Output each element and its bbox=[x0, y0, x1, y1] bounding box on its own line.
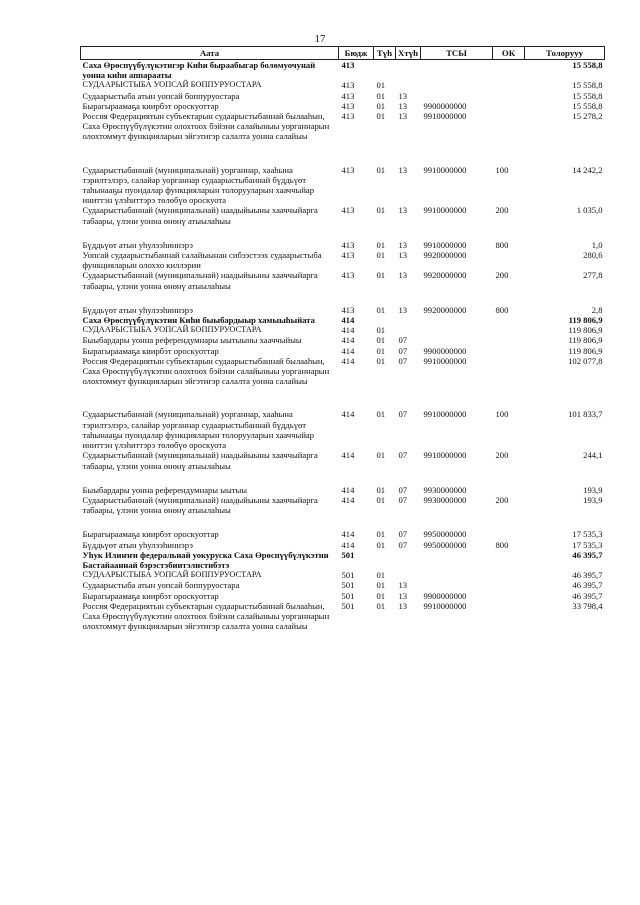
cell-budget-code: 414 bbox=[341, 325, 355, 336]
cell-amount: 119 806,9 bbox=[568, 345, 603, 356]
cell-budget-code: 501 bbox=[341, 600, 355, 611]
cell-budget-code: 413 bbox=[341, 239, 355, 250]
cell-budget-code: 501 bbox=[341, 580, 355, 591]
cell-expense-code bbox=[493, 485, 525, 495]
cell-amount: 119 806,9 bbox=[568, 335, 603, 346]
cell-name: Бүддьүөт атын уһулээһиннэрэ bbox=[82, 539, 193, 550]
cell-budget-code: 414 bbox=[341, 315, 355, 326]
table-row bbox=[81, 409, 605, 450]
cell-amount: 101 833,7 bbox=[568, 409, 603, 420]
cell-subsection-code bbox=[396, 315, 421, 325]
cell-subsection-code: 07 bbox=[398, 355, 408, 366]
cell-amount: 1,0 bbox=[591, 239, 603, 250]
cell-name: Бырагыраамаҕа киирбэт ороскуоттар bbox=[82, 590, 219, 601]
header-budget: Бюдж bbox=[339, 47, 374, 60]
cell-expense-code: 800 bbox=[495, 304, 509, 315]
row-spacer bbox=[81, 226, 605, 240]
budget-table bbox=[80, 46, 605, 631]
cell-amount: 193,9 bbox=[583, 494, 603, 505]
cell-budget-code: 413 bbox=[341, 205, 355, 216]
cell-target-code: 9910000000 bbox=[423, 600, 467, 611]
cell-subsection-code: 07 bbox=[398, 335, 408, 346]
cell-name: Судаарыстыба атын уопсай боппуруостара bbox=[82, 580, 240, 591]
table-row bbox=[81, 495, 605, 515]
cell-subsection-code: 13 bbox=[398, 590, 408, 601]
cell-name: Бүддьүөт атын уһулээһиннэрэ bbox=[82, 239, 193, 250]
cell-name: Быыбардары уонна референдумнары ыытыы bbox=[82, 484, 248, 495]
cell-section-code: 01 bbox=[376, 355, 386, 366]
cell-section-code: 01 bbox=[376, 111, 386, 122]
cell-target-code: 9910000000 bbox=[423, 205, 467, 216]
cell-amount: 15 278,2 bbox=[572, 111, 603, 122]
cell-target-code bbox=[421, 91, 493, 101]
cell-expense-code bbox=[493, 250, 525, 270]
cell-target-code bbox=[421, 580, 493, 590]
cell-name: Судаарыстыбаннай (муниципальнай) наадыйыыны хааччыйарга табаары, үлэни уонна өнөнү атыылаһыы bbox=[82, 450, 318, 471]
cell-section-code: 01 bbox=[376, 345, 386, 356]
header-target: ТСЫ bbox=[421, 47, 493, 60]
cell-section-code: 01 bbox=[376, 600, 386, 611]
cell-section-code: 01 bbox=[376, 450, 386, 461]
cell-expense-code bbox=[493, 591, 525, 601]
cell-section-code bbox=[374, 550, 396, 570]
cell-section-code: 01 bbox=[376, 529, 386, 540]
cell-section-code: 01 bbox=[376, 239, 386, 250]
cell-target-code bbox=[421, 550, 493, 570]
cell-amount: 15 558,8 bbox=[572, 80, 603, 91]
cell-target-code: 9910000000 bbox=[423, 450, 467, 461]
cell-section-code: 01 bbox=[376, 580, 386, 591]
cell-section-code: 01 bbox=[376, 590, 386, 601]
cell-expense-code: 800 bbox=[495, 539, 509, 550]
cell-name: Саха Өрөспүүбүлүкэтин Киһи быыбардыыр хамыыһыйата bbox=[82, 315, 315, 326]
cell-name: Судаарыстыбаннай (муниципальнай) наадыйыыны хааччыйарга табаары, үлэни уонна өнөнү атыылаһыы bbox=[82, 205, 318, 226]
cell-subsection-code: 13 bbox=[398, 270, 408, 281]
table-row bbox=[81, 165, 605, 206]
cell-expense-code bbox=[493, 335, 525, 345]
cell-amount: 46 395,7 bbox=[572, 590, 603, 601]
cell-budget-code: 413 bbox=[341, 111, 355, 122]
cell-subsection-code bbox=[396, 325, 421, 335]
table-row bbox=[81, 335, 605, 345]
table-row bbox=[81, 450, 605, 470]
table-body bbox=[81, 60, 605, 632]
cell-amount: 119 806,9 bbox=[568, 315, 603, 326]
table-row bbox=[81, 591, 605, 601]
cell-subsection-code: 13 bbox=[398, 205, 408, 216]
cell-budget-code: 501 bbox=[341, 570, 355, 581]
cell-name: Саха Өрөспүүбүлүкэтигэр Киһи быраабыгар болөмуочунай уонна киһи аппарааты bbox=[82, 60, 316, 81]
cell-amount: 15 558,8 bbox=[572, 90, 603, 101]
cell-section-code: 01 bbox=[376, 80, 386, 91]
table-row bbox=[81, 346, 605, 356]
cell-subsection-code bbox=[396, 550, 421, 570]
cell-amount: 17 535,3 bbox=[572, 539, 603, 550]
cell-target-code: 9910000000 bbox=[423, 239, 467, 250]
table-row bbox=[81, 485, 605, 495]
cell-subsection-code: 13 bbox=[398, 90, 408, 101]
cell-expense-code: 200 bbox=[495, 205, 509, 216]
cell-subsection-code: 07 bbox=[398, 450, 408, 461]
cell-subsection-code bbox=[396, 80, 421, 90]
cell-target-code: 9900000000 bbox=[423, 100, 467, 111]
cell-section-code: 01 bbox=[376, 539, 386, 550]
cell-expense-code bbox=[493, 60, 525, 81]
cell-name: Россия Федерациятын субъектарын судаарыстыбаннай былаaһын, Саха Өрөспүүбүлүкэтин олохтоох бэйэни салайыныы уорганнарын олохтоммут функцияларын эйгэтигэр салалта уонна салайыы bbox=[82, 600, 330, 632]
cell-subsection-code: 07 bbox=[398, 539, 408, 550]
cell-subsection-code: 13 bbox=[398, 111, 408, 122]
table-row bbox=[81, 529, 605, 539]
cell-budget-code: 414 bbox=[341, 450, 355, 461]
cell-section-code: 01 bbox=[376, 270, 386, 281]
table-row bbox=[81, 101, 605, 111]
cell-target-code bbox=[421, 325, 493, 335]
table-row bbox=[81, 205, 605, 225]
cell-subsection-code: 07 bbox=[398, 529, 408, 540]
cell-section-code bbox=[374, 60, 396, 81]
cell-target-code: 9900000000 bbox=[423, 345, 467, 356]
cell-name: СУДААРЫСТЫБА УОПСАЙ БОППУРУОСТАРА bbox=[82, 325, 262, 335]
cell-budget-code: 414 bbox=[341, 529, 355, 540]
row-spacer bbox=[81, 142, 605, 165]
cell-expense-code bbox=[493, 315, 525, 325]
cell-expense-code: 200 bbox=[495, 270, 509, 281]
cell-name: Судаарыстыба атын уопсай боппуруостара bbox=[82, 90, 240, 101]
cell-name: Судаарыстыбаннай (муниципальнай) уорганнар, хааһына тэрилтэлэрэ, салайар уорганнар судаарыстыбаннай бүддьүөт таһынааҕы пуондалар функцияларын толорууларын хааччыйар иниттэн үлэһиттэрэ төлөбүө ороскуота bbox=[82, 409, 315, 451]
cell-budget-code: 501 bbox=[341, 549, 355, 560]
cell-amount: 2,8 bbox=[591, 304, 603, 315]
table-row bbox=[81, 91, 605, 101]
table-row bbox=[81, 111, 605, 142]
cell-budget-code: 414 bbox=[341, 355, 355, 366]
cell-target-code: 9910000000 bbox=[423, 164, 467, 175]
cell-target-code: 9950000000 bbox=[423, 539, 467, 550]
cell-expense-code: 200 bbox=[495, 494, 509, 505]
cell-section-code: 01 bbox=[376, 325, 386, 336]
cell-target-code bbox=[421, 80, 493, 90]
cell-target-code bbox=[421, 335, 493, 345]
cell-name: Бырагыраамаҕа киирбэт ороскуоттар bbox=[82, 100, 219, 111]
cell-subsection-code: 13 bbox=[398, 304, 408, 315]
cell-name: Судаарыстыбаннай (муниципальнай) наадыйыыны хааччыйарга табаары, үлэни уонна өнөнү атыылаһыы bbox=[82, 494, 318, 516]
cell-budget-code: 413 bbox=[341, 164, 355, 175]
table-row bbox=[81, 570, 605, 580]
table-row bbox=[81, 356, 605, 387]
cell-target-code: 9920000000 bbox=[423, 270, 467, 281]
cell-subsection-code: 07 bbox=[398, 494, 408, 505]
cell-subsection-code: 13 bbox=[398, 239, 408, 250]
header-amount: Толорууу bbox=[525, 47, 605, 60]
cell-expense-code bbox=[493, 356, 525, 387]
cell-amount: 277,8 bbox=[583, 270, 603, 281]
cell-amount: 15 558,8 bbox=[572, 100, 603, 111]
header-name: Аата bbox=[81, 47, 339, 60]
cell-expense-code bbox=[493, 550, 525, 570]
table-row bbox=[81, 250, 605, 270]
page-number: 17 bbox=[314, 33, 326, 45]
cell-name: СУДААРЫСТЫБА УОПСАЙ БОППУРУОСТАРА bbox=[82, 80, 262, 90]
row-spacer bbox=[81, 386, 605, 409]
cell-amount: 1 035,0 bbox=[576, 205, 603, 216]
cell-amount: 193,9 bbox=[583, 484, 603, 495]
cell-amount: 15 558,8 bbox=[572, 60, 603, 70]
cell-expense-code bbox=[493, 529, 525, 539]
cell-name: Бырагыраамаҕа киирбэт ороскуоттар bbox=[82, 529, 219, 540]
cell-budget-code: 413 bbox=[341, 80, 355, 91]
cell-expense-code bbox=[493, 570, 525, 580]
cell-budget-code: 414 bbox=[341, 335, 355, 346]
cell-target-code: 9910000000 bbox=[423, 355, 467, 366]
cell-section-code bbox=[374, 315, 396, 325]
cell-target-code: 9920000000 bbox=[423, 304, 467, 315]
cell-name: Бүддьүөт атын уһулээһиннэрэ bbox=[82, 304, 193, 315]
cell-expense-code bbox=[493, 580, 525, 590]
table-row bbox=[81, 540, 605, 550]
cell-amount: 46 395,7 bbox=[572, 570, 603, 581]
table-row bbox=[81, 601, 605, 632]
cell-name: Судаарыстыбаннай (муниципальнай) наадыйыыны хааччыйарга табаары, үлэни уонна өнөнү атыылаһыы bbox=[82, 270, 318, 291]
cell-name: Россия Федерациятын субъектарын судаарыстыбаннай былаaһын, Саха Өрөспүүбүлүкэтин олохтоох бэйэни салайыныы уорганнарын олохтоммут функцияларын эйгэтигэр салалта уонна салайыы bbox=[82, 355, 330, 387]
table-row bbox=[81, 580, 605, 590]
cell-target-code bbox=[421, 60, 493, 81]
cell-budget-code: 414 bbox=[341, 484, 355, 495]
cell-section-code: 01 bbox=[376, 494, 386, 505]
cell-name: Быыбардары уонна референдумнары ыытыыны хааччыйыы bbox=[82, 335, 302, 346]
table-row bbox=[81, 270, 605, 290]
table-row bbox=[81, 315, 605, 325]
table-row bbox=[81, 80, 605, 90]
cell-amount: 280,6 bbox=[583, 250, 603, 261]
cell-budget-code: 413 bbox=[341, 304, 355, 315]
cell-section-code: 01 bbox=[376, 205, 386, 216]
cell-subsection-code: 07 bbox=[398, 484, 408, 495]
cell-expense-code bbox=[493, 91, 525, 101]
table-row bbox=[81, 305, 605, 315]
cell-name: Судаарыстыбаннай (муниципальнай) уорганнар, хааһына тэрилтэлэрэ, салайар уорганнар судаарыстыбаннай бүддьүөт таһынааҕы пуондалар функцияларын толорууларын хааччыйар иниттэн үлэһиттэрэ төлөбүө ороскуота bbox=[82, 164, 315, 206]
cell-name: Россия Федерациятын субъектарын судаарыстыбаннай былаaһын, Саха Өрөспүүбүлүкэтин олохтоох бэйэни салайыныы уорганнарын олохтоммут функцияларын эйгэтигэр салалта уонна салайыы bbox=[82, 111, 330, 142]
cell-target-code: 9950000000 bbox=[423, 529, 467, 540]
cell-expense-code: 800 bbox=[495, 239, 509, 250]
cell-amount: 14 242,2 bbox=[572, 164, 603, 175]
cell-subsection-code: 13 bbox=[398, 600, 408, 611]
cell-section-code: 01 bbox=[376, 90, 386, 101]
cell-section-code: 01 bbox=[376, 484, 386, 495]
cell-name: Бырагыраамаҕа киирбэт ороскуоттар bbox=[82, 345, 219, 356]
cell-subsection-code bbox=[396, 60, 421, 81]
cell-budget-code: 414 bbox=[341, 345, 355, 356]
cell-amount: 119 806,9 bbox=[568, 325, 603, 336]
cell-budget-code: 413 bbox=[341, 60, 355, 70]
cell-target-code: 9910000000 bbox=[423, 111, 467, 122]
cell-name: Уһук Илиҥҥи федеральнай уокуруска Саха Өрөспүүбүлүкэтин Бастайааннай бэрэстэбиитэлистибэтэ bbox=[82, 549, 329, 570]
row-spacer bbox=[81, 515, 605, 529]
cell-amount: 46 395,7 bbox=[572, 549, 603, 560]
cell-subsection-code: 13 bbox=[398, 580, 408, 591]
cell-name: Уопсай судаарыстыбаннай салайыынан сибээстээх судаарыстыба функцияларын олоххо киллэрии bbox=[82, 250, 322, 271]
cell-subsection-code: 13 bbox=[398, 164, 408, 175]
cell-section-code: 01 bbox=[376, 164, 386, 175]
cell-expense-code bbox=[493, 601, 525, 632]
cell-target-code: 9930000000 bbox=[423, 484, 467, 495]
table-row bbox=[81, 240, 605, 250]
cell-amount: 33 798,4 bbox=[572, 600, 603, 611]
cell-name: СУДААРЫСТЫБА УОПСАЙ БОППУРУОСТАРА bbox=[82, 570, 262, 580]
cell-budget-code: 414 bbox=[341, 539, 355, 550]
cell-expense-code bbox=[493, 80, 525, 90]
cell-budget-code: 413 bbox=[341, 250, 355, 261]
cell-subsection-code: 07 bbox=[398, 345, 408, 356]
row-spacer bbox=[81, 471, 605, 485]
cell-budget-code: 501 bbox=[341, 590, 355, 601]
header-subsection: Хтүһ bbox=[396, 47, 421, 60]
cell-amount: 46 395,7 bbox=[572, 580, 603, 591]
cell-target-code: 9910000000 bbox=[423, 409, 467, 420]
cell-budget-code: 414 bbox=[341, 409, 355, 420]
cell-expense-code bbox=[493, 346, 525, 356]
cell-section-code: 01 bbox=[376, 570, 386, 581]
cell-budget-code: 413 bbox=[341, 270, 355, 281]
cell-target-code bbox=[421, 315, 493, 325]
cell-budget-code: 413 bbox=[341, 100, 355, 111]
header-section: Түһ bbox=[374, 47, 396, 60]
cell-section-code: 01 bbox=[376, 304, 386, 315]
cell-target-code: 9900000000 bbox=[423, 590, 467, 601]
cell-subsection-code: 13 bbox=[398, 250, 408, 261]
cell-subsection-code bbox=[396, 570, 421, 580]
cell-section-code: 01 bbox=[376, 335, 386, 346]
cell-section-code: 01 bbox=[376, 250, 386, 261]
cell-expense-code: 200 bbox=[495, 450, 509, 461]
cell-amount: 244,1 bbox=[583, 450, 603, 461]
cell-amount: 17 535,3 bbox=[572, 529, 603, 540]
cell-target-code: 9930000000 bbox=[423, 494, 467, 505]
cell-expense-code: 100 bbox=[495, 409, 509, 420]
cell-target-code bbox=[421, 570, 493, 580]
cell-budget-code: 413 bbox=[341, 90, 355, 101]
cell-budget-code: 414 bbox=[341, 494, 355, 505]
cell-subsection-code: 13 bbox=[398, 100, 408, 111]
table-row bbox=[81, 550, 605, 570]
cell-section-code: 01 bbox=[376, 409, 386, 420]
cell-target-code: 9920000000 bbox=[423, 250, 467, 261]
table-row bbox=[81, 60, 605, 81]
row-spacer bbox=[81, 291, 605, 305]
cell-expense-code: 100 bbox=[495, 164, 509, 175]
cell-amount: 102 077,8 bbox=[568, 355, 603, 366]
header-expense: ОК bbox=[493, 47, 525, 60]
cell-section-code: 01 bbox=[376, 100, 386, 111]
table-header-row bbox=[81, 47, 605, 60]
cell-subsection-code: 07 bbox=[398, 409, 408, 420]
cell-expense-code bbox=[493, 325, 525, 335]
table-row bbox=[81, 325, 605, 335]
cell-expense-code bbox=[493, 111, 525, 142]
cell-expense-code bbox=[493, 101, 525, 111]
